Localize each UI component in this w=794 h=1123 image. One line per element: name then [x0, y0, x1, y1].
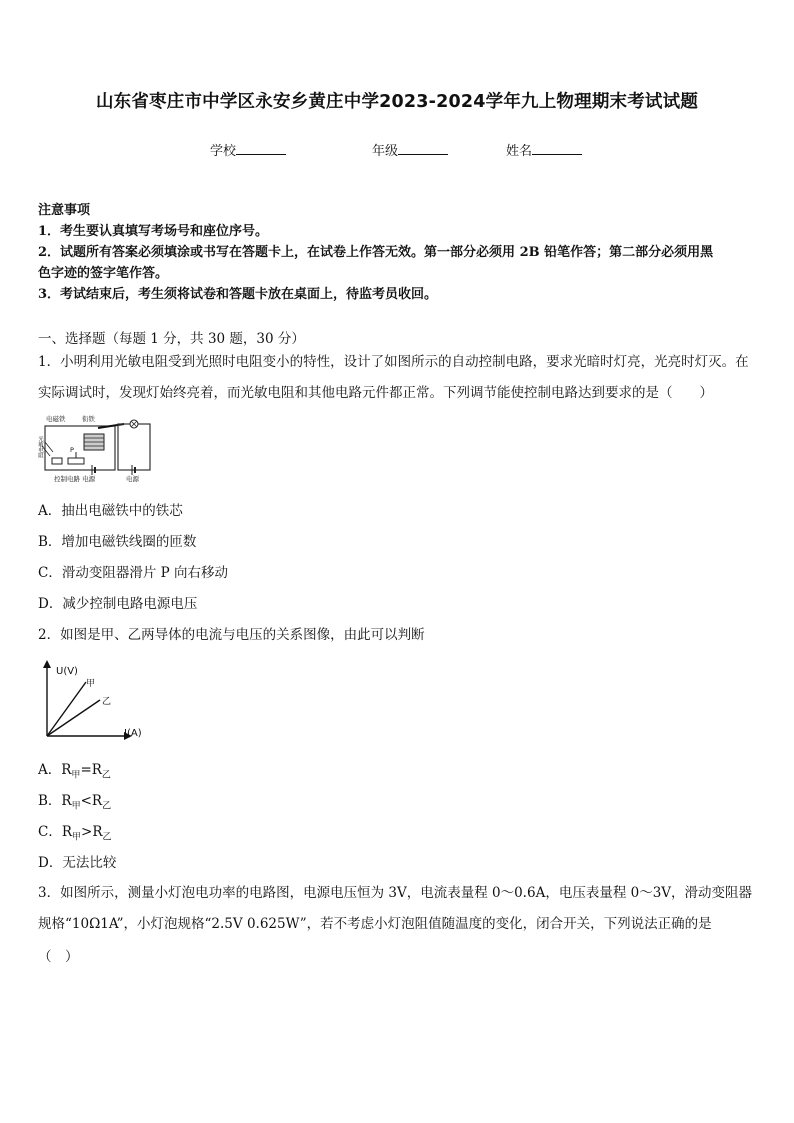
y-axis-label: U(V): [56, 666, 78, 677]
option-subscript: 乙: [102, 801, 112, 812]
name-blank[interactable]: [532, 140, 582, 155]
question-2-option-d[interactable]: D．无法比较: [38, 855, 117, 871]
option-subscript: 乙: [102, 832, 112, 843]
figure-label-electromagnet: 电磁铁: [46, 415, 66, 423]
notice-item: 3．考试结束后，考生须将试卷和答题卡放在桌面上，待监考员收回。: [38, 287, 438, 302]
notice-heading: 注意事项: [38, 203, 91, 218]
question-1-option-d[interactable]: D．减少控制电路电源电压: [38, 596, 198, 612]
option-subscript: 甲: [71, 801, 81, 812]
line-b-label: 乙: [102, 697, 112, 707]
question-1-option-b[interactable]: B．增加电磁铁线圈的匝数: [38, 534, 197, 550]
question-1-option-c[interactable]: C．滑动变阻器滑片 P 向右移动: [38, 565, 228, 581]
notice-block: [38, 200, 762, 305]
question-3-stem: 3．如图所示，测量小灯泡电功率的电路图，电源电压恒为 3V，电流表量程 0～0.6A，电压表量程 0～3V，滑动变阻器规格“10Ω1A”，小灯泡规格“2.5V 0.625W”，若不考虑小灯泡阻值随温度的变化，闭合开关，下列说法正确的是: [38, 885, 753, 932]
option-subscript: 甲: [72, 832, 82, 843]
figure-label-pointer: P: [70, 446, 74, 454]
figure-label-photoresistor: 光敏电阻: [37, 436, 43, 458]
school-label: 学校: [210, 144, 237, 159]
question-1-circuit-figure: [37, 412, 152, 484]
option-subscript: 甲: [71, 770, 81, 781]
option-subscript: 乙: [101, 770, 111, 781]
x-axis-label: I(A): [124, 728, 142, 739]
section-heading: 一、选择题（每题 1 分，共 30 题，30 分）: [38, 331, 305, 347]
line-a: [47, 682, 86, 736]
option-relation: >R: [81, 824, 103, 840]
question-3-answer-bracket[interactable]: （ ）: [38, 949, 79, 965]
grade-label: 年级: [372, 144, 399, 159]
grade-field[interactable]: [372, 140, 448, 159]
question-2-stem: 2．如图是甲、乙两导体的电流与电压的关系图像，由此可以判断: [38, 627, 425, 643]
notice-item: 2．试题所有答案必须填涂或书写在答题卡上，在试卷上作答无效。第一部分必须用 2B 铅笔作答；第二部分必须用黑: [38, 245, 714, 260]
figure-label-control-source: 控制电路 电源: [54, 475, 96, 483]
exam-title: 山东省枣庄市中学区永安乡黄庄中学2023-2024学年九上物理期末考试试题: [95, 92, 699, 112]
notice-item: 1．考生要认真填写考场号和座位序号。: [38, 224, 269, 239]
grade-blank[interactable]: [398, 140, 448, 155]
option-relation: =R: [80, 762, 102, 778]
student-info-row: [0, 140, 794, 160]
line-b: [47, 700, 100, 736]
school-blank[interactable]: [236, 140, 286, 155]
question-1-option-a[interactable]: A．抽出电磁铁中的铁芯: [38, 503, 183, 519]
school-field[interactable]: [210, 140, 286, 159]
notice-item: 色字迹的签字笔作答。: [38, 266, 169, 281]
option-prefix: B．R: [38, 793, 72, 809]
question-2-option-a[interactable]: [38, 758, 111, 781]
option-prefix: A．R: [38, 762, 72, 778]
question-1-stem: 1．小明利用光敏电阻受到光照时电阻变小的特性，设计了如图所示的自动控制电路，要求光暗时灯亮，光亮时灯灭。在实际调试时，发现灯始终亮着，而光敏电阻和其他电路元件都正常。下列调节能使控制电路达到要求的是（ ）: [38, 354, 749, 401]
name-label: 姓名: [506, 144, 533, 159]
question-2-option-b[interactable]: [38, 789, 111, 812]
option-prefix: C．R: [38, 824, 72, 840]
figure-label-source: 电源: [126, 475, 139, 483]
question-2-ui-graph: [40, 660, 156, 742]
question-2-option-c[interactable]: [38, 820, 112, 843]
name-field[interactable]: [506, 140, 582, 159]
line-a-label: 甲: [86, 679, 96, 689]
figure-label-armature: 衔铁: [82, 415, 95, 423]
option-relation: <R: [80, 793, 103, 809]
